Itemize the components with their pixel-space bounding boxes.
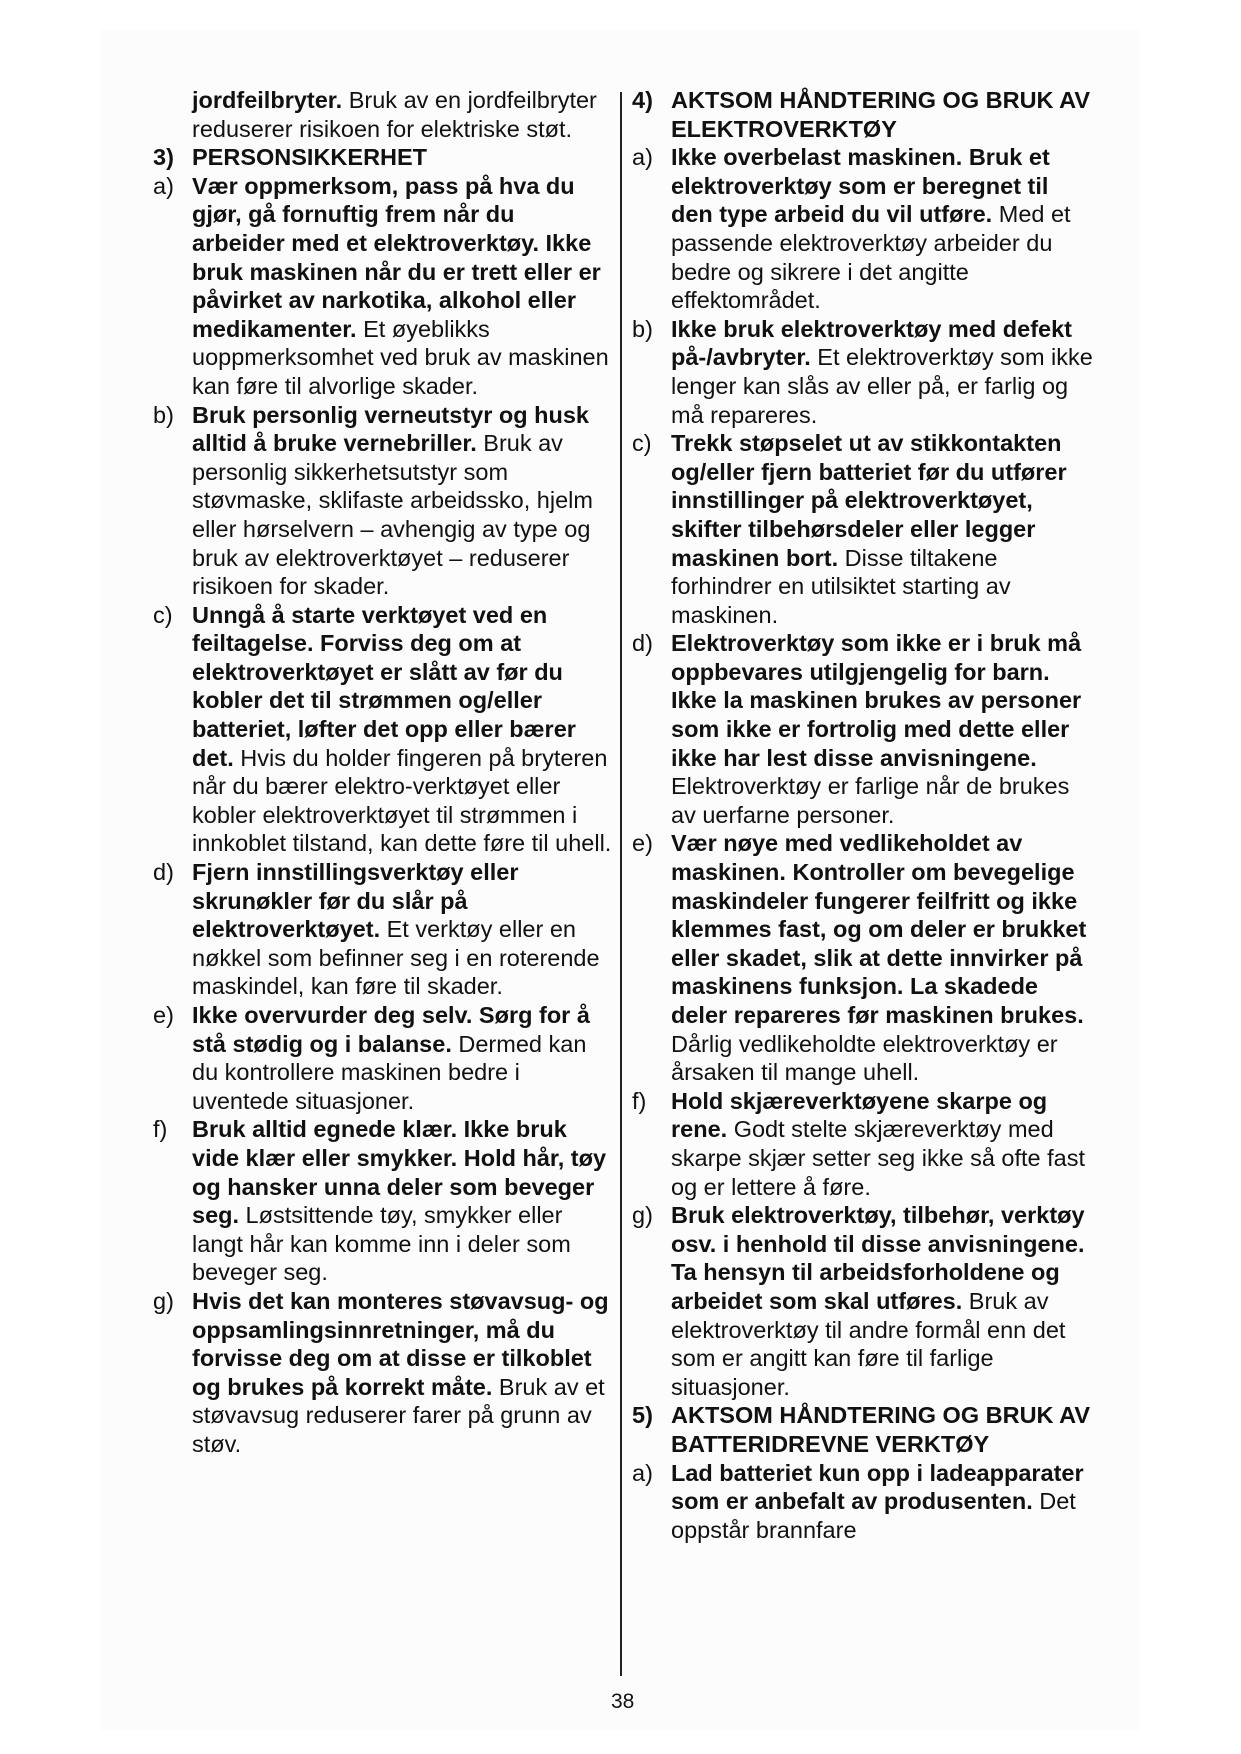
item-label: d) xyxy=(632,630,653,657)
section-4-heading xyxy=(632,86,1094,143)
item-bold: Ikke overbelast maskinen. Bruk et elektroverktøy som er beregnet til den type arbeid du vil utføre. xyxy=(671,144,1050,228)
list-item-4a xyxy=(632,143,1094,315)
item-label: a) xyxy=(632,1459,653,1486)
item-bold: Lad batteriet kun opp i ladeapparater som er anbefalt av produsenten. xyxy=(671,1459,1084,1515)
list-item-4d xyxy=(632,629,1094,829)
item-label: g) xyxy=(632,1202,653,1229)
list-item-3e xyxy=(153,1001,613,1115)
item-label: b) xyxy=(632,315,653,342)
item-bold: Unngå å starte verktøyet ved en feiltagelse. Forviss deg om at elektroverktøyet er slått av før du kobler det til strømmen og/eller batteriet, løfter det opp eller bærer det. xyxy=(192,601,576,771)
page-number: 38 xyxy=(611,1690,635,1713)
right-column xyxy=(632,86,1094,1544)
item-text: Disse tiltakene forhindrer en utilsiktet starting av maskinen. xyxy=(671,544,1011,628)
list-item-5a xyxy=(632,1459,1094,1545)
item-text: Et verktøy eller en nøkkel som befinner seg i en roterende maskindel, kan føre til skader. xyxy=(192,916,600,1000)
item-bold: Hvis det kan monteres støvavsug- og oppsamlingsinnretninger, må du forvisse deg om at disse er tilkoblet og brukes på korrekt måte. xyxy=(192,1287,609,1400)
item-text: Det oppstår brannfare xyxy=(671,1488,1076,1543)
list-item-4e xyxy=(632,829,1094,1086)
list-item-3f xyxy=(153,1115,613,1287)
item-label: a) xyxy=(632,144,653,171)
item-label: e) xyxy=(153,1002,174,1028)
list-item-3g xyxy=(153,1287,613,1459)
item-label: c) xyxy=(632,430,652,457)
item-text: Dermed kan du kontrollere maskinen bedre i uventede situasjoner. xyxy=(192,1030,587,1114)
list-item-3b xyxy=(153,401,613,601)
item-label: e) xyxy=(632,830,653,857)
item-bold: Ikke bruk elektroverktøy med defekt på-/avbryter. xyxy=(671,315,1072,371)
list-item-4g xyxy=(632,1201,1094,1401)
item-label: a) xyxy=(153,172,174,199)
item-label: g) xyxy=(153,1287,174,1314)
item-label: d) xyxy=(153,859,174,886)
list-item-4c xyxy=(632,429,1094,629)
item-bold: Hold skjæreverktøyene skarpe og rene. xyxy=(671,1087,1048,1143)
item-bold: Trekk støpselet ut av stikkontakten og/eller fjern batteriet før du utfører innstillinger på elektroverktøyet, skifter tilbehørsdeler eller legger maskinen bort. xyxy=(671,430,1067,571)
item-bold: Bruk personlig verneutstyr og husk alltid å bruke vernebriller. xyxy=(192,401,589,457)
item-text: Bruk av elektroverktøy til andre formål enn det som er angitt kan føre til farlige situasjoner. xyxy=(671,1287,1066,1400)
item-label: f) xyxy=(153,1116,168,1143)
intro-bold: jordfeilbryter. xyxy=(192,87,343,113)
section-4-number: 4) xyxy=(632,87,653,113)
list-item-3c xyxy=(153,601,613,858)
item-text: Elektroverktøy er farlige når de brukes av uerfarne personer. xyxy=(671,773,1070,828)
section-5-number: 5) xyxy=(632,1402,653,1429)
item-bold: Vær oppmerksom, pass på hva du gjør, gå fornuftig frem når du arbeider med et elektroverktøy. Ikke bruk maskinen når du er trett eller er påvirket av narkotika, alkohol eller medikamenter. xyxy=(192,172,601,342)
left-column xyxy=(153,86,613,1459)
item-bold: Ikke overvurder deg selv. Sørg for å stå stødig og i balanse. xyxy=(192,1002,590,1057)
item-text: Hvis du holder fingeren på bryteren når du bærer elektro-verktøyet eller kobler elektroverktøyet til strømmen i innkoblet tilstand, kan dette føre til uhell. xyxy=(192,744,612,857)
column-divider xyxy=(620,92,622,1676)
list-item-4f xyxy=(632,1087,1094,1201)
item-text: Løstsittende tøy, smykker eller langt hår kan komme inn i deler som beveger seg. xyxy=(192,1202,571,1286)
item-text: Et øyeblikks uoppmerksomhet ved bruk av maskinen kan føre til alvorlige skader. xyxy=(192,315,609,399)
list-item-3d xyxy=(153,858,613,1001)
section-4-title: AKTSOM HÅNDTERING OG BRUK AV ELEKTROVERKTØY xyxy=(671,87,1091,142)
item-text: Godt stelte skjæreverktøy med skarpe skjær setter seg ikke så ofte fast og er lettere å føre. xyxy=(671,1116,1086,1200)
intro-paragraph xyxy=(153,86,613,143)
item-text: Dårlig vedlikeholdte elektroverktøy er årsaken til mange uhell. xyxy=(671,1030,1058,1086)
section-3-number: 3) xyxy=(153,144,174,171)
item-bold: Bruk alltid egnede klær. Ikke bruk vide klær eller smykker. Hold hår, tøy og hansker unna deler som beveger seg. xyxy=(192,1116,607,1229)
list-item-3a xyxy=(153,172,613,401)
item-text: Bruk av personlig sikkerhetsutstyr som støvmaske, sklifaste arbeidssko, hjelm eller hørselvern – avhengig av type og bruk av elektroverktøyet – reduserer risikoen for skader. xyxy=(192,430,593,600)
section-3-title: PERSONSIKKERHET xyxy=(192,144,428,171)
section-3-heading xyxy=(153,143,613,172)
item-label: f) xyxy=(632,1087,647,1114)
item-bold: Vær nøye med vedlikeholdet av maskinen. Kontroller om bevegelige maskindeler fungerer feilfritt og ikke klemmes fast, og om deler er brukket eller skadet, slik at dette innvirker på maskinens funksjon. La skadede deler repareres før maskinen brukes. xyxy=(671,830,1087,1028)
list-item-4b xyxy=(632,315,1094,429)
item-text: Med et passende elektroverktøy arbeider du bedre og sikrere i det angitte effektområdet. xyxy=(671,201,1071,314)
item-label: b) xyxy=(153,401,174,428)
item-label: c) xyxy=(153,601,173,628)
section-5-title: AKTSOM HÅNDTERING OG BRUK AV BATTERIDREVNE VERKTØY xyxy=(671,1402,1091,1457)
item-bold: Elektroverktøy som ikke er i bruk må oppbevares utilgjengelig for barn. Ikke la maskinen brukes av personer som ikke er fortrolig med dette eller ikke har lest disse anvisningene. xyxy=(671,630,1082,771)
item-text: Bruk av et støvavsug reduserer farer på grunn av støv. xyxy=(192,1373,605,1457)
item-bold: Fjern innstillingsverktøy eller skrunøkler før du slår på elektroverktøyet. xyxy=(192,859,519,943)
item-text: Et elektroverktøy som ikke lenger kan slås av eller på, er farlig og må repareres. xyxy=(671,344,1093,428)
item-bold: Bruk elektroverktøy, tilbehør, verktøy osv. i henhold til disse anvisningene. Ta hensyn til arbeidsforholdene og arbeidet som skal utføres. xyxy=(671,1202,1085,1314)
section-5-heading xyxy=(632,1401,1094,1458)
intro-text: Bruk av en jordfeilbryter reduserer risikoen for elektriske støt. xyxy=(192,87,597,142)
